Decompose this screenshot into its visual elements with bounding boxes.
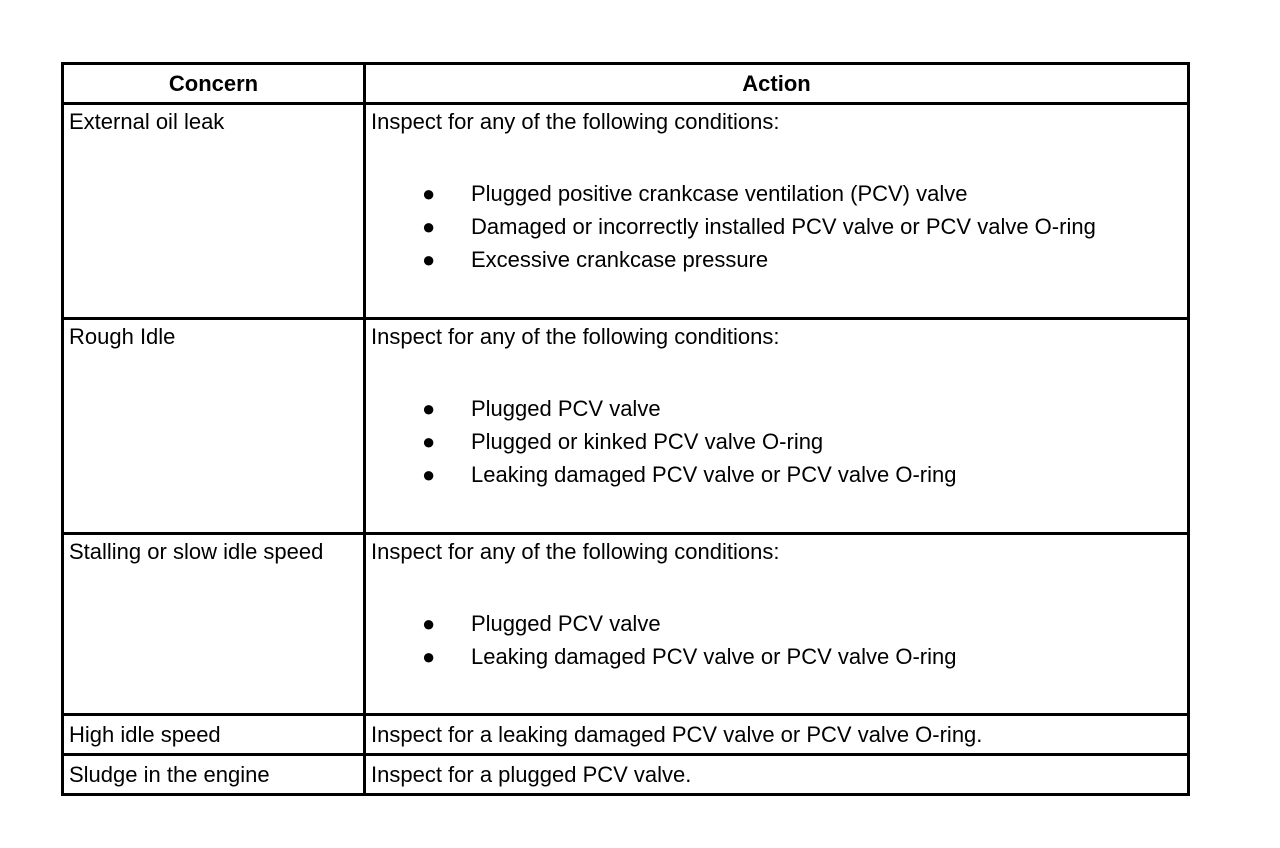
condition-item: [371, 392, 1187, 425]
concern-cell: High idle speed: [63, 715, 365, 755]
condition-item: [371, 177, 1187, 210]
condition-item: [371, 458, 1187, 491]
table-row: [63, 319, 1189, 534]
condition-list: [371, 177, 1187, 276]
condition-item: [371, 607, 1187, 640]
diagnostic-table: [61, 62, 1190, 796]
condition-text: Leaking damaged PCV valve or PCV valve O-ring: [471, 644, 957, 669]
action-intro: Inspect for any of the following conditions:: [371, 109, 780, 134]
bullet-icon: ●: [422, 644, 436, 669]
table-row: [63, 104, 1189, 319]
condition-text: Damaged or incorrectly installed PCV valve or PCV valve O-ring: [471, 214, 1096, 239]
condition-text: Plugged or kinked PCV valve O-ring: [471, 429, 824, 454]
condition-list: [371, 392, 1187, 491]
condition-text: Plugged positive crankcase ventilation (PCV) valve: [471, 181, 968, 206]
bullet-icon: ●: [422, 611, 436, 636]
condition-item: [371, 640, 1187, 673]
concern-header: Concern: [63, 64, 365, 104]
bullet-icon: ●: [422, 181, 436, 206]
action-cell: Inspect for a plugged PCV valve.: [365, 755, 1189, 795]
concern-cell: Rough Idle: [63, 319, 365, 534]
condition-list: [371, 607, 1187, 673]
concern-cell: Sludge in the engine: [63, 755, 365, 795]
condition-text: Plugged PCV valve: [471, 611, 661, 636]
action-cell: [365, 534, 1189, 715]
bullet-icon: ●: [422, 462, 436, 487]
bullet-icon: ●: [422, 247, 436, 272]
action-intro: Inspect for any of the following conditions:: [371, 539, 780, 564]
bullet-icon: ●: [422, 214, 436, 239]
concern-cell: Stalling or slow idle speed: [63, 534, 365, 715]
table-header-row: [63, 64, 1189, 104]
action-cell: [365, 319, 1189, 534]
bullet-icon: ●: [422, 396, 436, 421]
condition-text: Leaking damaged PCV valve or PCV valve O-ring: [471, 462, 957, 487]
concern-cell: External oil leak: [63, 104, 365, 319]
table-row: [63, 534, 1189, 715]
table-row: [63, 755, 1189, 795]
condition-item: [371, 243, 1187, 276]
condition-text: Excessive crankcase pressure: [471, 247, 769, 272]
action-intro: Inspect for any of the following conditions:: [371, 324, 780, 349]
bullet-icon: ●: [422, 429, 436, 454]
action-cell: [365, 104, 1189, 319]
action-cell: Inspect for a leaking damaged PCV valve or PCV valve O-ring.: [365, 715, 1189, 755]
condition-item: [371, 425, 1187, 458]
condition-item: [371, 210, 1187, 243]
action-header: Action: [365, 64, 1189, 104]
condition-text: Plugged PCV valve: [471, 396, 661, 421]
table-row: [63, 715, 1189, 755]
